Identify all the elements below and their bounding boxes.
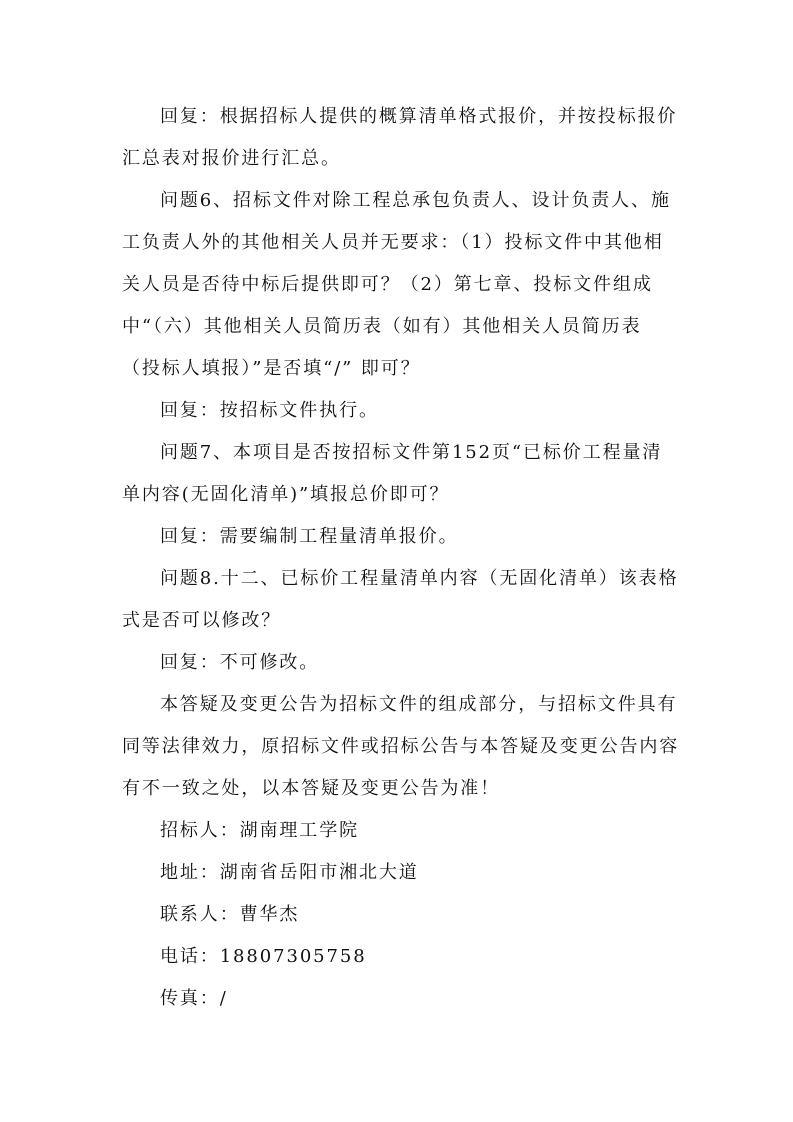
contact-person-line: 联系人：曹华杰: [160, 904, 300, 925]
reply-7-paragraph: 回复：需要编制工程量清单报价。: [160, 526, 459, 547]
tenderer-line: 招标人：湖南理工学院: [160, 820, 359, 841]
reply-5-paragraph: 回复：根据招标人提供的概算清单格式报价，并按投标报价汇总表对报价进行汇总。: [122, 106, 678, 169]
notice-statement-paragraph: 本答疑及变更公告为招标文件的组成部分，与招标文件具有同等法律效力，原招标文件或招标公告与本答疑及变更公告内容有不一致之处，以本答疑及变更公告为准！: [122, 694, 680, 799]
fax-line: 传真：/: [160, 988, 228, 1009]
reply-6-paragraph: 回复：按招标文件执行。: [160, 400, 379, 421]
question-7-paragraph: 问题7、本项目是否按招标文件第152页“已标价工程量清单内容(无固化清单)”填报总价即可？: [122, 442, 663, 505]
reply-8-paragraph: 回复：不可修改。: [160, 652, 320, 673]
question-8-paragraph: 问题8.十二、已标价工程量清单内容（无固化清单）该表格式是否可以修改？: [122, 568, 679, 631]
question-6-paragraph: 问题6、招标文件对除工程总承包负责人、设计负责人、施工负责人外的其他相关人员并无要求：（1）投标文件中其他相关人员是否待中标后提供即可？（2）第七章、投标文件组成中“（六）其他相关人员简历表（如有）其他相关人员简历表（投标人填报）”是否填“/” 即可？: [122, 190, 671, 379]
phone-line: 电话：18807305758: [160, 946, 367, 967]
address-line: 地址：湖南省岳阳市湘北大道: [160, 862, 419, 883]
